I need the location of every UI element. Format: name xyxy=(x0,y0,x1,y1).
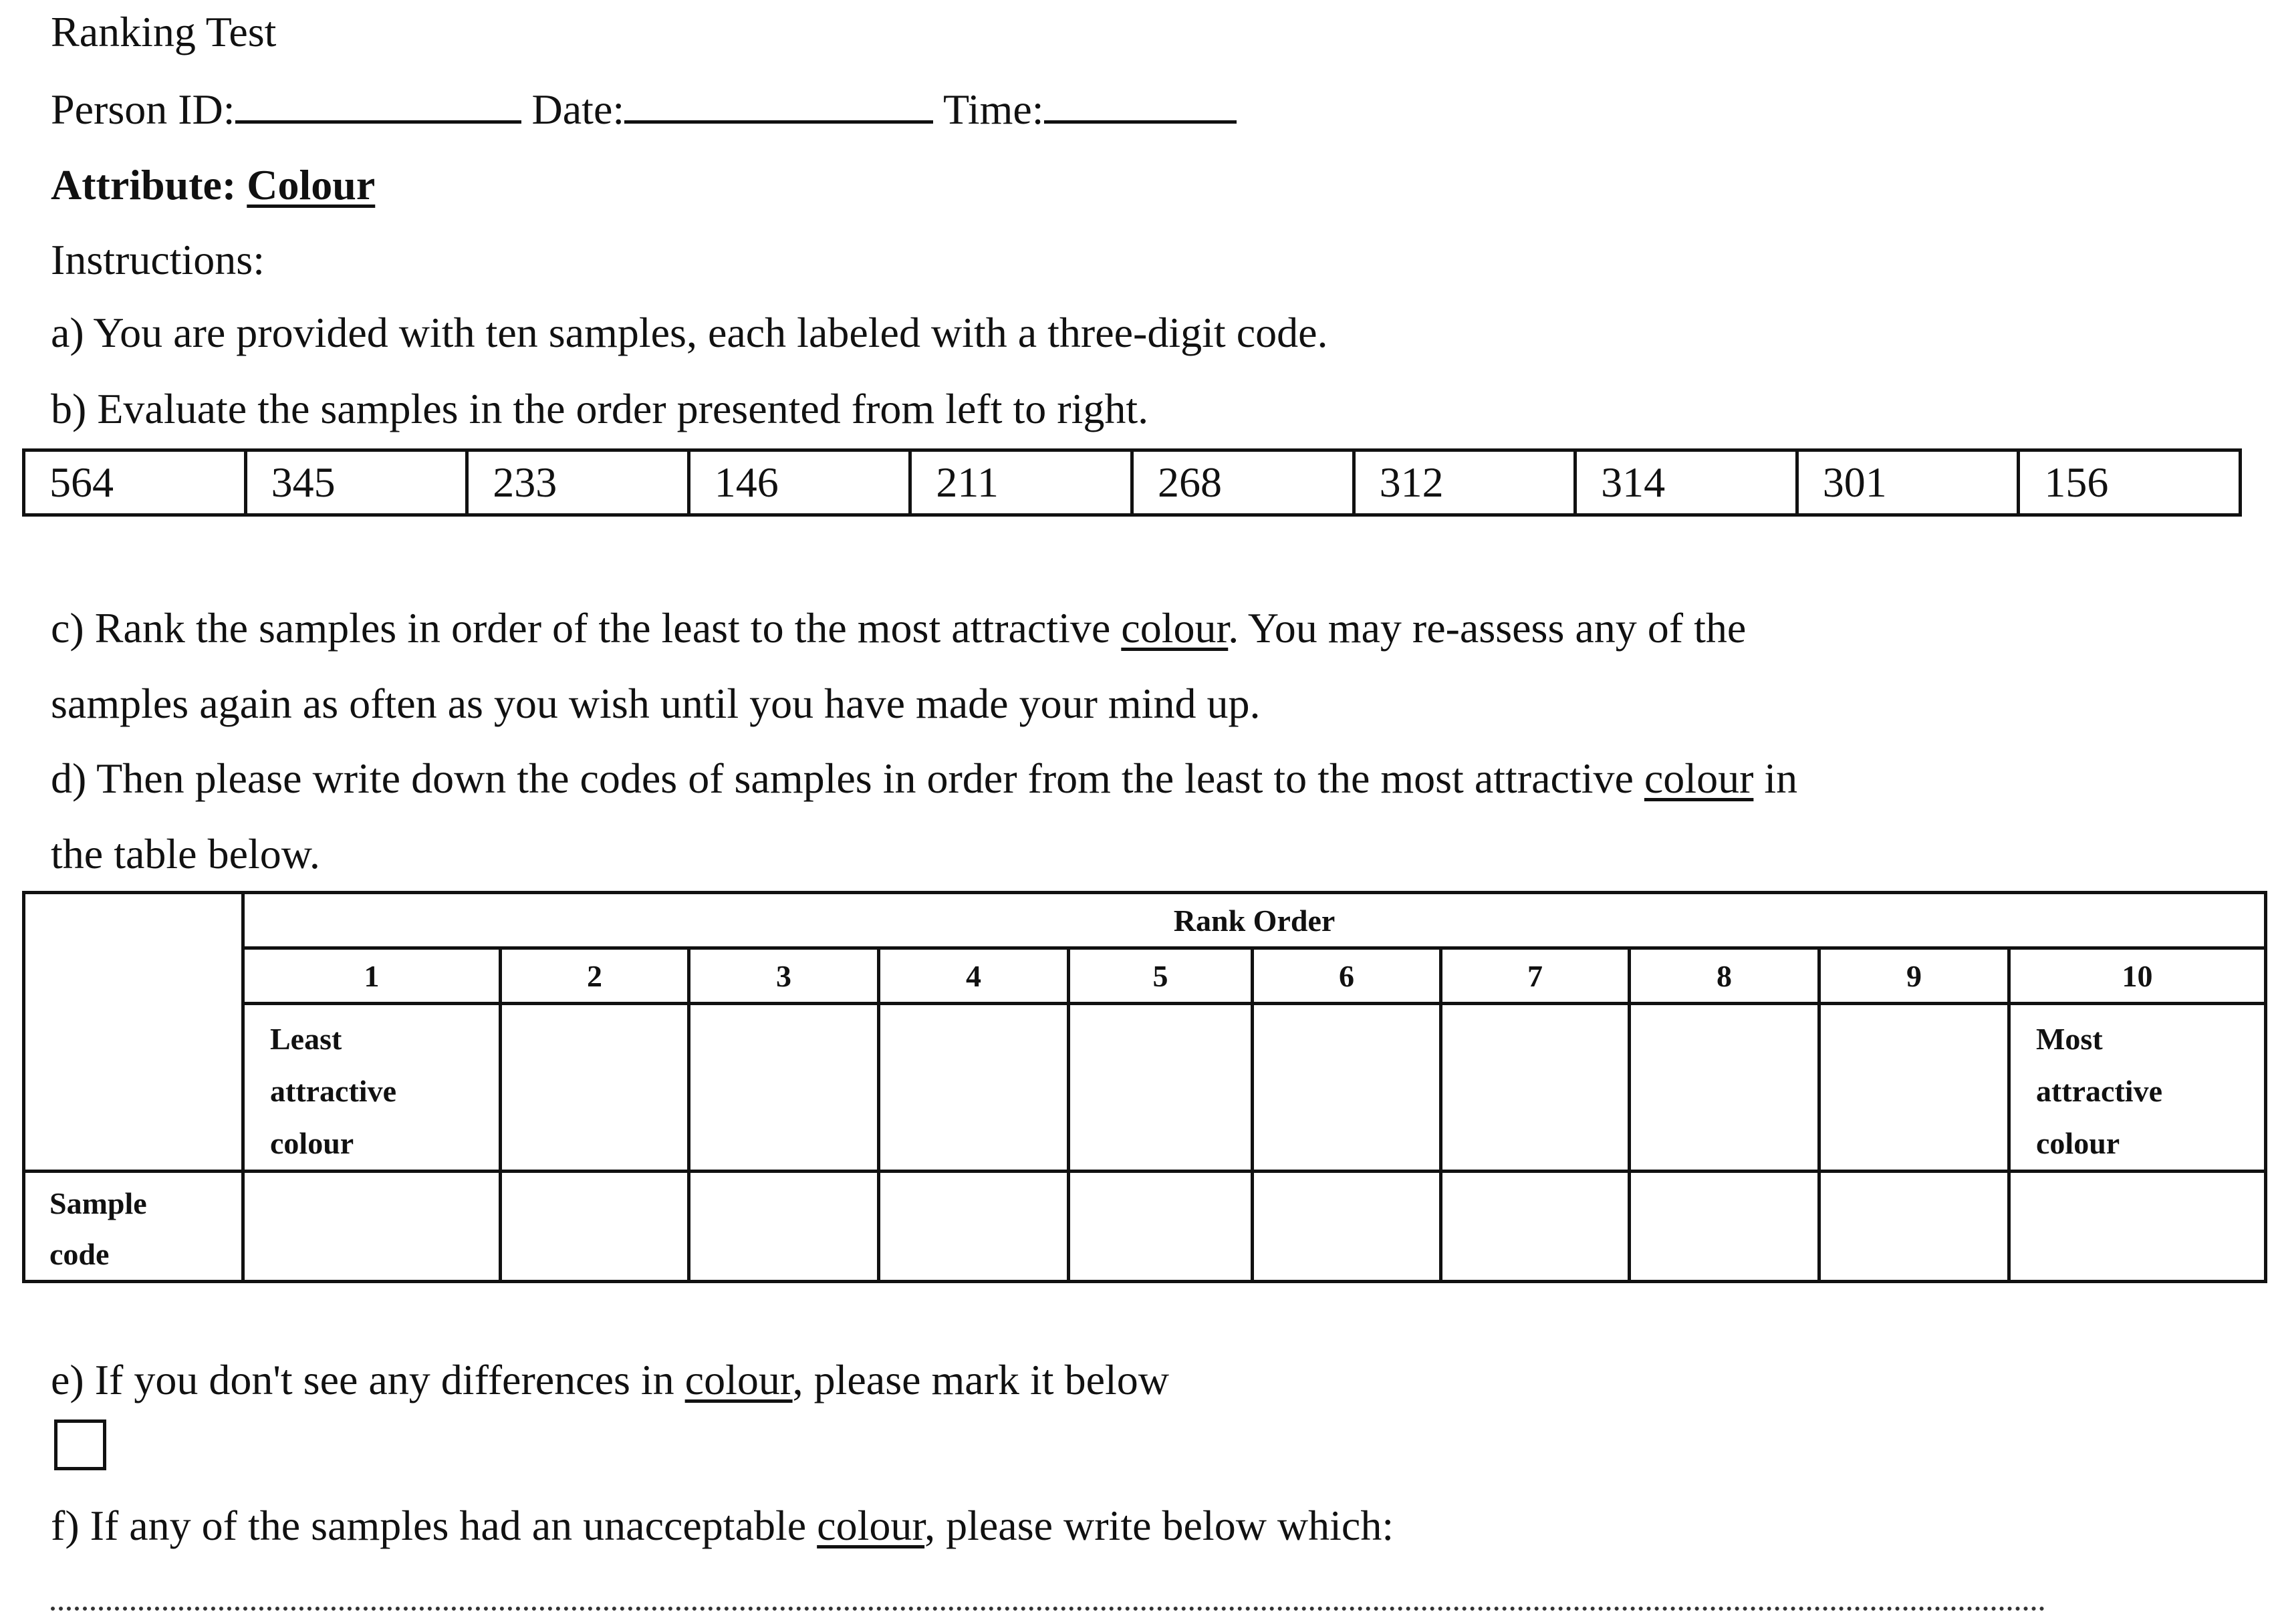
text: , please write below which: xyxy=(924,1502,1394,1549)
sample-code-entry-cell[interactable] xyxy=(1819,1172,2009,1282)
step-a: a) You are provided with ten samples, each labeled with a three-digit code. xyxy=(51,309,1328,356)
blank-corner-cell xyxy=(24,893,243,1172)
sample-code-label xyxy=(24,1172,243,1282)
header-fields xyxy=(51,83,1237,136)
person-id-field[interactable] xyxy=(235,83,521,124)
rank-label-cell xyxy=(1819,1004,2009,1172)
sample-code-entry-cell[interactable] xyxy=(2009,1172,2266,1282)
text: colour xyxy=(684,1356,793,1403)
rank-label-cell xyxy=(1253,1004,1441,1172)
sample-code-cell: 564 xyxy=(24,450,246,515)
rank-label-cell xyxy=(1069,1004,1253,1172)
rank-label-text: colour xyxy=(2036,1126,2120,1160)
rank-label-text: attractive xyxy=(2036,1074,2162,1108)
sample-code-cell: 314 xyxy=(1575,450,1797,515)
rank-label-cell xyxy=(1441,1004,1630,1172)
rank-order-header: Rank Order xyxy=(243,893,2266,948)
sample-code-cell: 345 xyxy=(245,450,467,515)
sample-code-cell: 268 xyxy=(1132,450,1354,515)
time-field[interactable] xyxy=(1044,83,1237,124)
rank-label-text: attractive xyxy=(270,1074,396,1108)
unacceptable-samples-answer-line[interactable] xyxy=(51,1607,2045,1611)
rank-number-cell: 10 xyxy=(2009,948,2266,1004)
sample-code-row xyxy=(24,1172,2266,1282)
rank-numbers-row xyxy=(24,948,2266,1004)
sample-code-cell: 233 xyxy=(467,450,689,515)
step-f xyxy=(51,1499,1394,1552)
step-b: b) Evaluate the samples in the order presented from left to right. xyxy=(51,385,1149,432)
sample-codes-table xyxy=(22,448,2242,517)
sample-code-entry-cell[interactable] xyxy=(1630,1172,1819,1282)
sample-code-cell: 301 xyxy=(1797,450,2019,515)
rank-label-text: colour xyxy=(270,1126,354,1160)
attribute-line xyxy=(51,158,375,212)
date-label: Date: xyxy=(531,86,625,133)
rank-label-text: Least xyxy=(270,1022,342,1056)
rank-number-cell: 3 xyxy=(689,948,879,1004)
rank-label-cell xyxy=(243,1004,501,1172)
sample-code-entry-cell[interactable] xyxy=(501,1172,689,1282)
sample-code-entry-cell[interactable] xyxy=(1441,1172,1630,1282)
sample-code-entry-cell[interactable] xyxy=(1069,1172,1253,1282)
text: d) Then please write down the codes of samples in order from the least to the most attractive xyxy=(51,755,1644,802)
rank-number-cell: 5 xyxy=(1069,948,1253,1004)
sample-code-entry-cell[interactable] xyxy=(689,1172,879,1282)
sample-code-entry-cell[interactable] xyxy=(879,1172,1069,1282)
rank-label-cell xyxy=(879,1004,1069,1172)
text: f) If any of the samples had an unacceptable xyxy=(51,1502,817,1549)
attribute-value: Colour xyxy=(247,161,376,209)
text: colour xyxy=(1121,604,1229,652)
rank-label-cell xyxy=(501,1004,689,1172)
text: , please mark it below xyxy=(792,1356,1169,1403)
step-c-line2: samples again as often as you wish until you have made your mind up. xyxy=(51,680,1261,727)
step-e xyxy=(51,1353,1169,1407)
text: c) Rank the samples in order of the least to the most attractive xyxy=(51,604,1122,652)
rank-order-table xyxy=(22,891,2267,1283)
rank-number-cell: 2 xyxy=(501,948,689,1004)
text: colour xyxy=(817,1502,925,1549)
date-field[interactable] xyxy=(624,83,933,124)
instructions-heading: Instructions: xyxy=(51,236,265,283)
attribute-label: Attribute: xyxy=(51,161,237,209)
rank-number-cell: 8 xyxy=(1630,948,1819,1004)
rank-number-cell: 7 xyxy=(1441,948,1630,1004)
rank-number-cell: 9 xyxy=(1819,948,2009,1004)
step-d-line2: the table below. xyxy=(51,830,320,877)
rank-label-cell xyxy=(689,1004,879,1172)
rank-number-cell: 6 xyxy=(1253,948,1441,1004)
text: in xyxy=(1753,755,1798,802)
time-label: Time: xyxy=(942,86,1044,133)
rank-number-cell: 4 xyxy=(879,948,1069,1004)
text: code xyxy=(49,1237,110,1271)
text: . You may re-assess any of the xyxy=(1228,604,1747,652)
person-id-label: Person ID: xyxy=(51,86,235,133)
rank-labels-row xyxy=(24,1004,2266,1172)
rank-label-text: Most xyxy=(2036,1022,2103,1056)
sample-code-entry-cell[interactable] xyxy=(243,1172,501,1282)
text: Sample xyxy=(49,1186,147,1220)
sample-code-entry-cell[interactable] xyxy=(1253,1172,1441,1282)
no-differences-checkbox[interactable] xyxy=(54,1419,106,1470)
text: colour xyxy=(1644,755,1754,802)
step-c-line1 xyxy=(51,601,1746,655)
step-d-line1 xyxy=(51,752,1797,805)
rank-label-cell xyxy=(2009,1004,2266,1172)
sample-code-cell: 211 xyxy=(910,450,1132,515)
sample-code-cell: 156 xyxy=(2019,450,2241,515)
sample-code-cell: 146 xyxy=(688,450,910,515)
sample-codes-row xyxy=(24,450,2241,515)
rank-label-cell xyxy=(1630,1004,1819,1172)
sample-code-cell: 312 xyxy=(1354,450,1575,515)
rank-number-cell: 1 xyxy=(243,948,501,1004)
page-title: Ranking Test xyxy=(51,8,277,55)
text: e) If you don't see any differences in xyxy=(51,1356,685,1403)
